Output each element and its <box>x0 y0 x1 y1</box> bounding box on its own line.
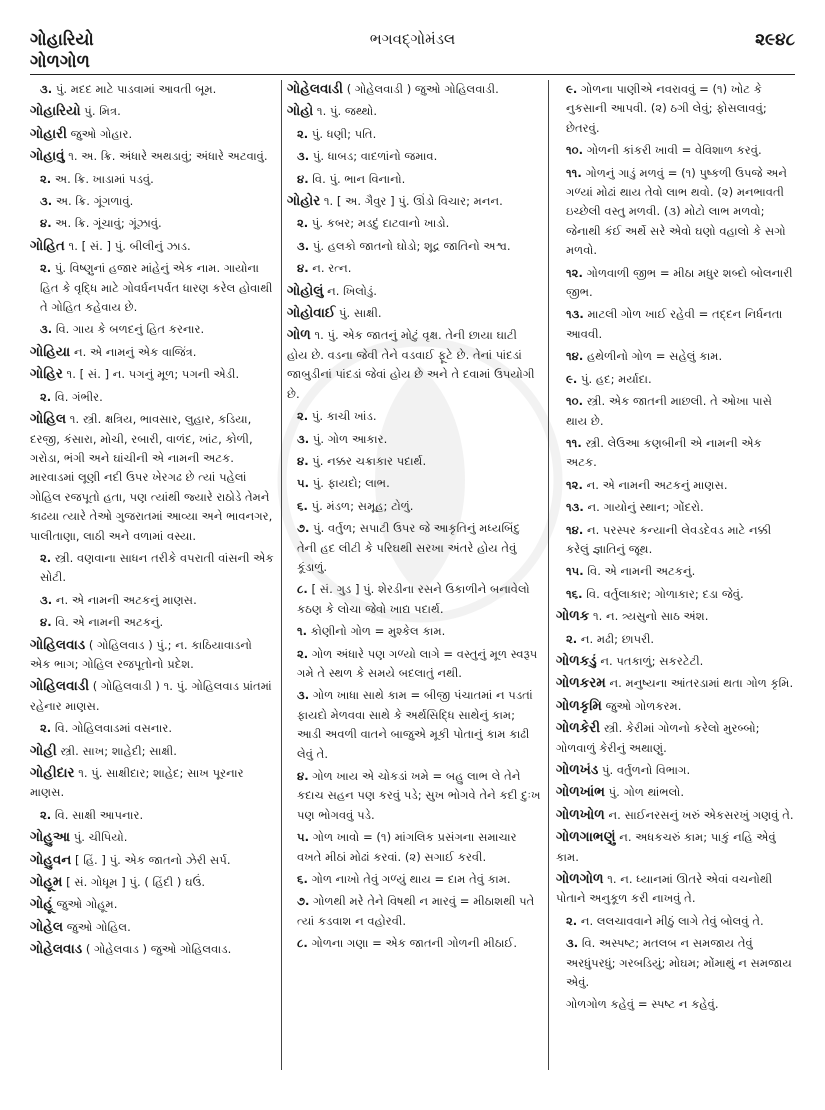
headword: ગોહોલું <box>287 282 324 299</box>
sense-item <box>297 767 541 825</box>
sense-text: અ. ક્રિ. ગૂંગળાવું. <box>55 194 134 209</box>
definition-text: ન. પતકાળું; સકરટેટી. <box>600 653 704 668</box>
definition-text: ન. એ નામનું એક વાજિંત્ર. <box>73 344 197 359</box>
sense-item <box>40 719 274 738</box>
sense-number: ૪. <box>40 615 52 630</box>
sense-text: વિ. એ નામની અટકનું. <box>55 615 164 630</box>
headword: ગોહારી <box>30 125 67 142</box>
sense-item <box>566 434 796 473</box>
definition-text: ( ગોહિલવાડી ) ૧. પું. ગોહિલવાડ પ્રાંતમાં રહેનાર માણસ. <box>30 679 272 713</box>
dictionary-entry <box>556 652 796 671</box>
sense-item <box>566 498 796 517</box>
sense-item <box>566 264 796 303</box>
sense-number: ૪. <box>297 261 309 276</box>
sense-number: ૭. <box>297 521 310 536</box>
definition-text: ૧. ન. ધ્યાનમાં ઊતરે એવાં વચનોથી પોતાને અનુકૂળ કરી નાખવું તે. <box>556 872 773 906</box>
headword: ગોહિયા <box>30 343 71 360</box>
dictionary-entry <box>556 806 796 825</box>
dictionary-entry <box>30 410 274 546</box>
sense-text: ન. રત્ન. <box>312 261 352 276</box>
sense-text: ગોળના ગણા = એક જાતની ગોળની મીઠાઈ. <box>311 936 518 951</box>
sense-number: ૮. <box>297 936 308 951</box>
sense-text: સ્ત્રી. વણવાના સાધન તરીકે વપરાતી વાંસની એક સોટી. <box>40 550 274 585</box>
headword: ગોહોવાઈ <box>287 305 336 322</box>
column-left <box>30 80 274 1080</box>
dictionary-entry <box>556 607 796 626</box>
header-rule <box>30 74 795 75</box>
sense-number: ૮. <box>297 582 308 597</box>
sense-item <box>40 170 274 189</box>
definition-text: [ સં. ગોધૂમ ] પું. ( હિંદી ) ઘઉં. <box>66 875 206 890</box>
sense-item <box>566 141 796 160</box>
dictionary-entry <box>30 895 274 914</box>
definition-text: પું. મિત્ર. <box>84 104 121 119</box>
dictionary-entry <box>287 282 541 301</box>
definition-text: જુઓ ગોળકરમ. <box>605 698 682 713</box>
sense-item <box>40 259 274 317</box>
headword: ગોહેલવાડ <box>30 941 83 958</box>
sense-number: ૨. <box>297 646 309 661</box>
column-right <box>556 80 796 1080</box>
dictionary-entry <box>30 918 274 937</box>
dictionary-entry <box>30 147 274 166</box>
sense-item <box>40 549 274 588</box>
sense-item <box>297 497 541 516</box>
sense-number: ૨. <box>566 631 578 646</box>
definition-text: [ હિં. ] પું. એક જાતનો ઝેરી સર્પ. <box>74 852 231 867</box>
sense-text: પું. હદ; મર્યાદા. <box>580 371 652 386</box>
sense-number: ૧૧. <box>566 435 582 450</box>
sense-text: વિ. ગોહિલવાડમાં વસનાર. <box>54 721 173 736</box>
dictionary-entry <box>30 102 274 121</box>
sense-item <box>297 519 541 577</box>
sense-item <box>566 164 796 261</box>
definition-text: ન. મનુષ્યના આંતરડામાં થતા ગોળ કૃમિ. <box>609 676 794 691</box>
dictionary-entry <box>30 742 274 761</box>
headword: ગોળખાંભ <box>556 784 605 801</box>
sense-number: ૫. <box>297 476 310 491</box>
guide-word-last: ગોળગોળ <box>30 52 90 72</box>
sense-text: સ્ત્રી. લેઉઆ કણબીની એ નામની એક અટક. <box>566 435 762 470</box>
sense-item <box>40 192 274 211</box>
sense-number: ૨. <box>40 721 52 736</box>
headword: ગોહી <box>30 742 57 759</box>
sense-text: વિ. એ નામની અટકનું. <box>587 564 696 579</box>
sense-text: કોણીનો ગોળ = મુશ્કેલ કામ. <box>310 624 446 639</box>
definition-text: જુઓ ગોહિલ. <box>66 919 131 934</box>
sense-text: ગોળ ખાવો = (૧) માંગલિક પ્રસંગના સમાચાર વખતે મીઠાં મોઢાં કરવાં. (૨) સગાઈ કરવી. <box>297 830 517 864</box>
headword: ગોળકડું <box>556 652 597 669</box>
sense-text: અ. ક્રિ. ખાડામાં પડવું. <box>54 171 154 186</box>
sense-number: ૩. <box>40 322 53 337</box>
headword: ગોળકેરી <box>556 720 601 737</box>
headword: ગોળગોળ <box>556 871 604 888</box>
guide-word-first: ગોહારિયો <box>30 30 94 50</box>
sense-text: ગોળ નાખો તેવું ગળ્યું થાય = દામ તેવું કામ. <box>311 872 511 887</box>
sense-text: ગોળની કાંકરી ખાવી = વેવિશાળ કરવું. <box>586 143 762 158</box>
sense-item <box>566 305 796 344</box>
sense-text: ગોળથી મરે તેને વિષથી ન મારવું = મીઠાશથી પતે ત્યાં કડવાશ ન વહોરવી. <box>297 894 535 928</box>
dictionary-entry <box>556 828 796 867</box>
sense-text: પું. વિષ્ણુનાં હજાર માંહેનું એક નામ. ગાયોના હિત કે વૃદ્ધિ માટે ગોવર્ધનપર્વત ધારણ કરેલ હોવાથી તે ગોહિત કહેવાય છે. <box>40 261 273 315</box>
sense-item <box>297 170 541 189</box>
sense-number: ૩. <box>566 936 579 951</box>
sense-text: વિ. અસ્પષ્ટ; મતલબ ન સમજાય તેવું અરધુંપરધું; ગરબડિયું; મોઘમ; મોંમાથું ન સમજાય એવું. <box>566 936 792 990</box>
sense-number: ૨. <box>40 389 52 404</box>
dictionary-entry <box>556 870 796 909</box>
sense-item <box>566 630 796 649</box>
sense-item <box>297 452 541 471</box>
sense-item <box>297 645 541 684</box>
headword: ગોહારિયો <box>30 103 81 120</box>
dictionary-entry <box>287 192 541 211</box>
dictionary-entry <box>30 636 274 675</box>
sense-number: ૧૩. <box>566 307 584 322</box>
sense-number: ૧૩. <box>566 500 584 515</box>
sense-text: પું. કાચી ખાંડ. <box>311 409 377 424</box>
dictionary-entry <box>556 761 796 780</box>
headword: ગોહોર <box>287 193 321 210</box>
sense-number: ૨. <box>297 126 309 141</box>
sense-number: ૧૦. <box>566 143 584 158</box>
sense-number: ૧૪. <box>566 349 584 364</box>
sense-number: ૭. <box>297 894 310 909</box>
sense-number: ૫. <box>297 830 310 845</box>
sense-text: ગોળ ખાય એ ચોકડાં ખમે = બહુ લાભ લે તેને કદાચ સહન પણ કરવું પડે; સુખ ભોગવે તેને કદી દુઃખ પણ ભોગવવું પડે. <box>297 769 541 822</box>
sense-item <box>297 686 541 764</box>
definition-text: જુઓ ગોહૂમ. <box>56 897 118 912</box>
sense-item <box>40 320 274 339</box>
sense-text: ગોળના પાણીએ નવરાવવું = (૧) ખોટ કે નુકસાની આપવી. (૨) ઠગી લેવું; ફોસલાવવું; છેતરવું. <box>566 82 767 135</box>
sense-item <box>40 806 274 825</box>
definition-text: ૧. [ સં. ] પું. બીલીનું ઝાડ. <box>68 238 191 253</box>
sense-item <box>566 585 796 604</box>
sense-item <box>566 521 796 560</box>
sense-text: અ. ક્રિ. ગૂંચાવું; ગૂંઝાવું. <box>55 216 162 231</box>
column-middle <box>287 80 541 1080</box>
sense-item <box>566 370 796 389</box>
definition-text: ન. સાઈનરસનું ખરું એકસરખું ગણવું તે. <box>608 807 794 822</box>
sense-text: ન. લલચાવવાને મીઠું લાગે તેવું બોલવું તે. <box>580 913 764 928</box>
sense-number: ૧૪. <box>566 522 584 537</box>
sense-number: ૩. <box>40 194 53 209</box>
headword: ગોળકરમ <box>556 675 606 692</box>
definition-text: ૧. [ સં. ] ન. પગનું મૂળ; પગની એડી. <box>66 367 240 382</box>
sense-text: વિ. ગંભીર. <box>54 389 103 404</box>
sense-text: વિ. વર્તુલાકાર; ગોળાકાર; દડા જેવું. <box>586 586 744 601</box>
sense-number: ૪. <box>40 216 52 231</box>
sense-item <box>297 407 541 426</box>
sense-text: પું. હલકો જાતનો ઘોડો; શૂદ્ર જાતિનો અશ્વ. <box>312 238 511 253</box>
sense-item <box>40 591 274 610</box>
sense-text: ન. ગાયોનું સ્થાન; ગોંદરો. <box>587 500 704 515</box>
headword: ગોહૂં <box>30 896 53 913</box>
sense-item <box>566 392 796 431</box>
sense-number: ૧૨. <box>566 265 583 280</box>
sense-number: ૨. <box>40 807 52 822</box>
sense-number: ૪. <box>297 769 309 783</box>
definition-text: જુઓ ગોહાર. <box>70 126 133 141</box>
sense-text: હથેળીનો ગોળ = સહેલું કામ. <box>586 349 723 364</box>
sense-number: ૪. <box>297 171 309 186</box>
sense-number: ૧૫. <box>566 564 584 579</box>
sense-number: ૩. <box>40 82 53 96</box>
sense-text: [ સં. ગુડ ] પું. શેરડીના રસને ઉકાળીને બનાવેલો કઠણ કે લોચા જેવો ખાદ્ય પદાર્થ. <box>297 582 530 616</box>
sense-item <box>297 828 541 867</box>
definition-text: ૧. પું. સાક્ષીદાર; શાહેદ; સાખ પૂરનાર માણસ. <box>30 766 244 800</box>
sense-text: પું. મંડળ; સમૂહ; ટોળું. <box>311 498 414 513</box>
sense-text: ગોળનું ગાડું મળવું = (૧) પુષ્કળી ઉપજે અને ગળ્યાં મોઢાં થાય તેવો લાભ થવો. (૨) મનભાવતી ઇચ્છેલી વસ્તુ મળવી. (૩) મોટો લાભ મળવો; જેનાથી કંઈ અર્થે સરે એવો ઘણો વહાલો કે સગો મળવો. <box>566 165 788 258</box>
sense-text: ગોળ અંધારે પણ ગળ્યો લાગે = વસ્તુનું મૂળ સ્વરૂપ ગમે તે સ્થળ કે સમયે બદલાતું નથી. <box>297 646 538 680</box>
sense-text: વિ. ગાય કે બળદનું હિત કરનાર. <box>55 322 205 337</box>
headword: ગોહેલવાડી <box>287 81 344 97</box>
column-divider <box>548 80 549 1070</box>
sense-item <box>566 347 796 366</box>
definition-text: સ્ત્રી. સાખ; શાહેદી; સાક્ષી. <box>60 743 177 758</box>
definition-text: ૧. પું. એક જાતનું મોટું વૃક્ષ. તેની છાયા ઘાટી હોય છે. વડના જેવી તેને વડવાઈ ફૂટે છે. તેનાં પાંદડાં જાબુડીનાં પાંદડાં જેવાં હોય છે અને તે દવામાં ઉપયોગી છે. <box>287 328 535 401</box>
sense-number: ૨. <box>566 913 578 928</box>
headword: ગોહિલવાડી <box>30 678 90 695</box>
dictionary-entry <box>30 764 274 803</box>
sense-item <box>566 934 796 992</box>
sense-item <box>297 622 541 641</box>
sense-number: ૨. <box>40 550 52 565</box>
sense-item <box>297 892 541 931</box>
sense-number: ૩. <box>40 592 53 607</box>
sense-text: પું. ફાયદો; લાભ. <box>312 476 390 491</box>
sense-item <box>40 613 274 632</box>
book-title: ભગવદ્ગોમંડલ <box>369 30 456 48</box>
sense-item <box>566 476 796 495</box>
sense-item <box>297 125 541 144</box>
sense-text: સ્ત્રી. એક જાતની માછલી. તે ઓખા પાસે થાય છે. <box>566 394 772 428</box>
headword: ગોહાવું <box>30 148 65 165</box>
headword: ગોહો <box>287 103 314 120</box>
headword: ગોહિલવાડ <box>30 636 86 653</box>
sense-item <box>297 259 541 278</box>
sense-item <box>566 562 796 581</box>
sense-text: ન. પરસ્પર કન્યાની લેવડદેવડ માટે નક્કી કરેલું જ્ઞાતિનું જૂથ. <box>566 522 772 556</box>
column-divider <box>281 80 282 1070</box>
dictionary-entry <box>287 102 541 121</box>
headword: ગોહિત <box>30 237 65 254</box>
headword: ગોળક <box>556 608 590 625</box>
sense-number: ૬. <box>297 872 308 887</box>
dictionary-entry <box>287 80 541 99</box>
definition-text: પું. સાક્ષી. <box>339 306 382 321</box>
dictionary-entry <box>556 697 796 716</box>
sense-text: ગોળ ખાધા સાથે કામ = બીજી પંચાતમાં ન પડતાં ફાયદો મેળવવા સાથે કે અર્થસિદ્ધિ સાથેનું કામ; આડી અવળી વાતને બાજુએ મૂકી પોતાનું કામ કાઢી લેવું તે. <box>297 688 533 761</box>
sense-number: ૧૧. <box>566 165 582 180</box>
dictionary-entry <box>30 343 274 362</box>
sense-item <box>40 80 274 99</box>
dictionary-entry <box>287 304 541 323</box>
sense-number: ૨. <box>40 171 52 186</box>
headword: ગોળખોળ <box>556 806 605 823</box>
dictionary-entry <box>30 677 274 716</box>
sense-text: ન. એ નામની અટકનું માણસ. <box>55 592 197 607</box>
sense-text: ગોળગોળ કહેવું = સ્પષ્ટ ન કહેવું. <box>566 997 719 1012</box>
sense-text: પું. કબર; મડદું દાટવાનો ખાડો. <box>311 216 450 231</box>
sense-number: ૩. <box>297 431 310 446</box>
headword: ગોળ <box>287 327 311 344</box>
headword: ગોળગાભણું <box>556 829 616 846</box>
sense-item <box>297 934 541 953</box>
definition-text: ૧. પું. જથ્થો. <box>316 104 378 119</box>
definition-text: ( ગોહેલવાડ ) જુઓ ગોહિલવાડ. <box>85 942 232 957</box>
headword: ગોહેલ <box>30 918 64 935</box>
sense-number: ૯. <box>566 82 578 96</box>
sense-text: પું. ધણી; પતિ. <box>311 126 377 141</box>
headword: ગોહૂમ <box>30 874 63 891</box>
sense-number: ૩. <box>297 149 310 164</box>
definition-text: ન. ખિલોડું. <box>327 283 377 298</box>
sense-text: વિ. પું. ભાન વિનાનો. <box>312 171 406 186</box>
sense-item <box>297 237 541 256</box>
dictionary-entry <box>30 873 274 892</box>
sense-text: ન. મઢી; છાપરી. <box>580 631 655 646</box>
sense-number: ૧૨. <box>566 477 583 492</box>
headword: ગોહિલ <box>30 411 67 428</box>
dictionary-entry <box>556 719 796 758</box>
sense-text: પું. ધાબડ; વાદળાંનો જમાવ. <box>312 149 438 164</box>
sense-number: ૪. <box>297 453 309 468</box>
definition-text: સ્ત્રી. કેરીમાં ગોળનો કરેલો મુરબ્બો; ગોળવાળું કેરીનું અથાણું. <box>556 721 760 755</box>
sense-item <box>566 995 796 1014</box>
sense-number: ૬. <box>297 498 308 513</box>
page-number: ૨૯૪૮ <box>755 30 795 50</box>
sense-item <box>297 474 541 493</box>
sense-text: વિ. સાક્ષી આપનાર. <box>54 807 144 822</box>
sense-number: ૧૦. <box>566 394 584 409</box>
definition-text: ૧. સ્ત્રી. ક્ષત્રિય, ભાવસાર, લુહાર, કડિયા, દરજી, કંસારા, મોચી, રબારી, વાળંદ, ખાંટ, કોળી, ગરોડા, ભંગી અને ઘાંચીની એ નામની અટક. મારવાડમાં લૂણી નદી ઉપર ખેરગઢ છે ત્યાં પહેલાં ગોહિલ રજપૂતો હતા, પણ ત્યાંથી જ્યારે રાઠોડે તેમને કાઢયા ત્યારે તેઓ ગુજરાતમાં આવ્યા અને ભાવનગર, પાલીતાણા, લાઠી અને વળામાં વસ્યા. <box>30 412 273 543</box>
sense-number: ૯. <box>566 371 578 386</box>
sense-text: પું. વર્તુળ; સપાટી ઉપર જે આકૃતિનું મધ્યબિંદુ તેની હદ લીટી કે પરિઘથી સરખા અંતરે હોય તેવું કૂંડાળું. <box>297 521 520 574</box>
sense-number: ૧. <box>297 624 308 639</box>
dictionary-entry <box>556 783 796 802</box>
headword: ગોળકૃમિ <box>556 697 602 714</box>
sense-number: ૩. <box>297 688 310 703</box>
sense-text: પું. નક્કર ચક્રાકાર પદાર્થ. <box>312 453 427 468</box>
dictionary-entry <box>30 237 274 256</box>
sense-number: ૨. <box>297 409 309 424</box>
definition-text: ૧. અ. ક્રિ. અંધારે અથડાવું; અંધારે અટવાવું. <box>68 149 268 164</box>
sense-item <box>297 870 541 889</box>
sense-number: ૨. <box>297 216 309 231</box>
sense-text: ન. એ નામની અટકનું માણસ. <box>586 477 728 492</box>
dictionary-entry <box>30 125 274 144</box>
sense-item <box>566 80 796 138</box>
sense-item <box>40 214 274 233</box>
headword: ગોહીદાર <box>30 765 75 781</box>
definition-text: પું. વર્તુળનો વિભાગ. <box>601 763 691 777</box>
headword: ગોહુવન <box>30 851 72 868</box>
sense-item <box>566 912 796 931</box>
definition-text: પું. ગોળ થાંભલો. <box>608 785 684 800</box>
headword: ગોહુઆ <box>30 829 71 846</box>
definition-text: પું. ચીપિયો. <box>73 830 128 845</box>
definition-text: ૧. ન. ત્ર્યસુનો સાઠ અંશ. <box>592 609 709 624</box>
dictionary-entry <box>30 365 274 384</box>
sense-number: ૧૬. <box>566 586 583 601</box>
headword: ગોહિર <box>30 366 63 383</box>
sense-text: ગોળવાળી જીભ = મીઠા મધુર શબ્દો બોલનારી જીભ. <box>566 265 793 300</box>
sense-number: ૨. <box>40 261 52 276</box>
sense-text: પું. ગોળ આકાર. <box>312 431 388 446</box>
dictionary-entry <box>30 940 274 959</box>
sense-text: માટલી ગોળ ખાઈ રહેવી = તદ્દન નિર્ધનતા આવવી. <box>566 307 783 341</box>
definition-text: ૧. [ અ. ગૈવુર ] પું. ઊંડો વિચાર; મનન. <box>323 194 503 209</box>
sense-item <box>297 147 541 166</box>
dictionary-entry <box>556 674 796 693</box>
dictionary-entry <box>287 326 541 404</box>
sense-item <box>40 388 274 407</box>
sense-number: ૩. <box>297 238 310 253</box>
dictionary-entry <box>30 851 274 870</box>
definition-text: ન. અધકચરું કામ; પાકું નહિ એવું કામ. <box>556 830 776 864</box>
headword: ગોળખંડ <box>556 762 599 778</box>
dictionary-entry <box>30 828 274 847</box>
sense-item <box>297 214 541 233</box>
definition-text: ( ગોહેલવાડી ) જુઓ ગોહિલવાડી. <box>346 82 499 96</box>
sense-item <box>297 430 541 449</box>
definition-text: ( ગોહિલવાડ ) પું.; ન. કાઠિયાવાડનો એક ભાગ; ગોહિલ રજપૂતોનો પ્રદેશ. <box>30 637 252 671</box>
sense-item <box>297 580 541 619</box>
sense-text: પું. મદદ માટે પાડવામાં આવતી બૂમ. <box>55 82 217 96</box>
